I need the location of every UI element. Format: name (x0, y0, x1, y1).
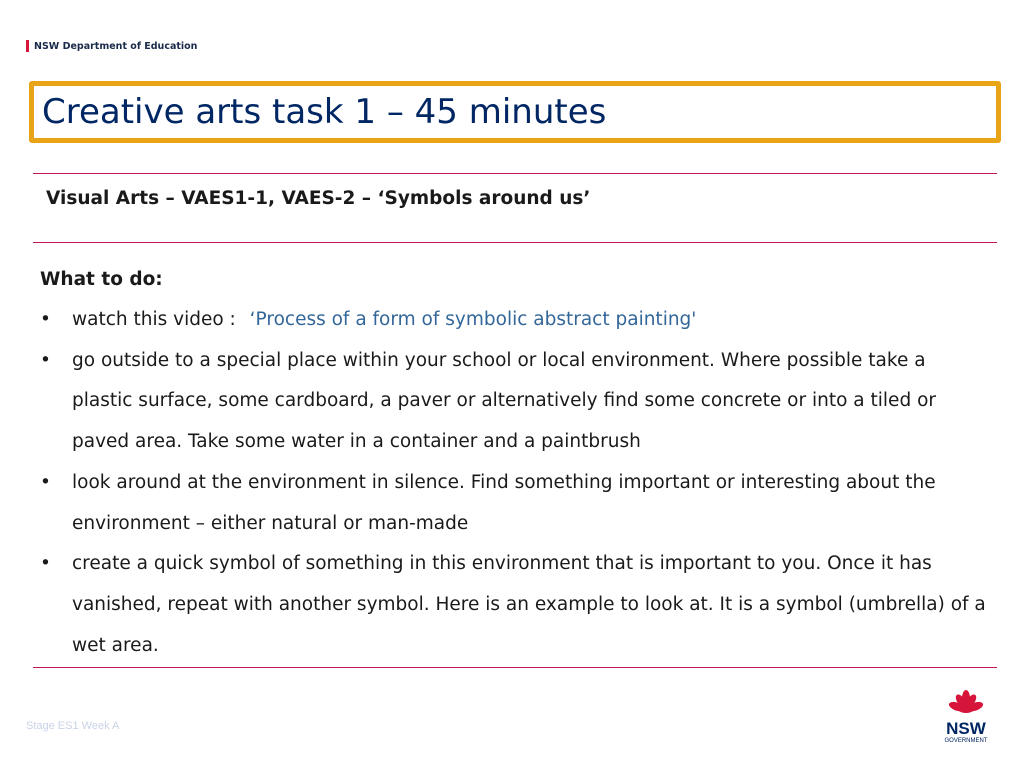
task-item-create-symbol (40, 544, 990, 666)
logo-subtext: GOVERNMENT (944, 738, 988, 744)
section-label: What to do: (40, 269, 163, 290)
subheading: Visual Arts – VAES1-1, VAES-2 – ‘Symbols around us’ (46, 188, 591, 209)
task-item-look-around (40, 463, 990, 544)
task-list (40, 300, 990, 666)
page-title: Creative arts task 1 – 45 minutes (42, 92, 607, 132)
task-text: create a quick symbol of something in this environment that is important to you. Once it has vanished, repeat with another symbol. Here is an example to look at. It is a symbol (umbrella) of a wet area. (72, 553, 986, 656)
nsw-government-logo (940, 688, 992, 744)
task-text: look around at the environment in silence. Find something important or interesting about the environment – either natural or man-made (72, 471, 936, 534)
task-item-video (40, 300, 990, 341)
footer-stage-label: Stage ES1 Week A (26, 720, 120, 732)
department-name: NSW Department of Education (34, 40, 198, 52)
bullet: • (40, 309, 51, 330)
video-link[interactable]: ‘Process of a form of symbolic abstract painting' (249, 309, 697, 330)
bullet: • (40, 471, 51, 493)
logo-text: NSW (946, 719, 986, 738)
divider-bottom (33, 667, 997, 668)
title-box (29, 81, 1001, 143)
bullet: • (40, 553, 51, 575)
task-text: watch this video : (72, 309, 242, 330)
department-header (26, 40, 197, 52)
department-marker (26, 40, 29, 52)
task-text: go outside to a special place within your school or local environment. Where possible take a plastic surface, some cardboard, a paver or alternatively find some concrete or into a tiled or paved area. Take some water in a container and a paintbrush (72, 349, 936, 453)
task-content (40, 260, 990, 666)
bullet: • (40, 349, 51, 371)
divider-top (33, 173, 997, 174)
waratah-icon (948, 690, 985, 713)
task-item-go-outside (40, 341, 990, 463)
divider-middle (33, 242, 997, 243)
